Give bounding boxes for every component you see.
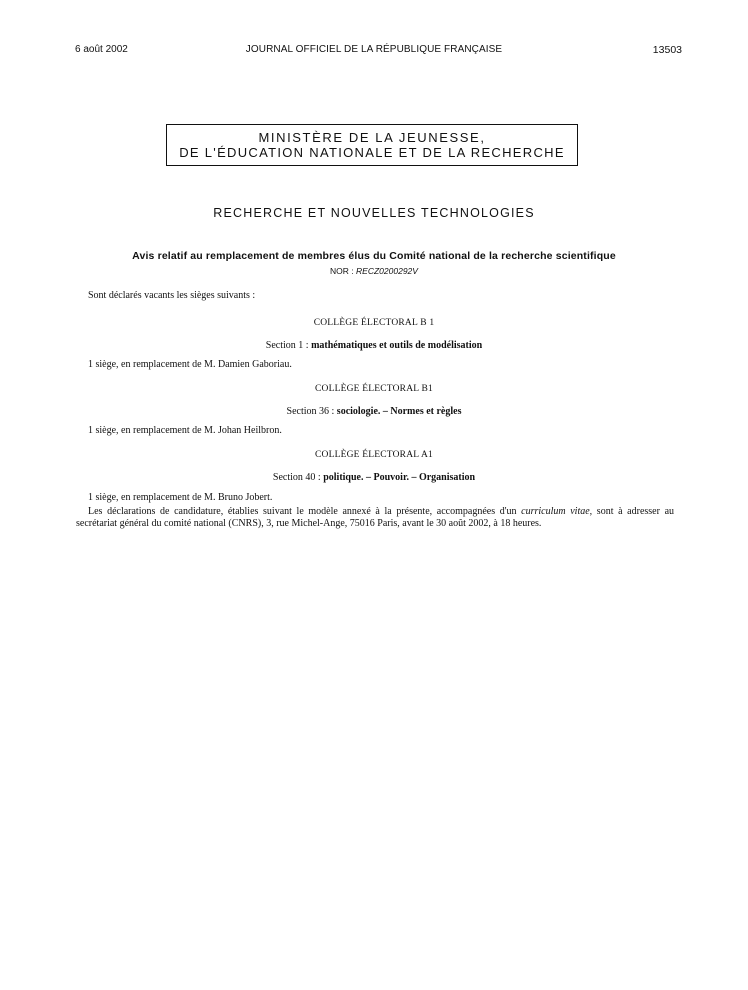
college-heading: COLLÈGE ÉLECTORAL B1: [315, 384, 433, 394]
ministry-name-line2: DE L'ÉDUCATION NATIONALE ET DE LA RECHERCHE: [179, 145, 565, 160]
journal-title: JOURNAL OFFICIEL DE LA RÉPUBLIQUE FRANÇAISE: [245, 44, 503, 55]
seat-text: 1 siège, en remplacement de M. Damien Gaboriau.: [88, 359, 292, 370]
section-label: Section 1 :: [265, 340, 309, 351]
section-heading: [0, 472, 748, 484]
seat-text: 1 siège, en remplacement de M. Bruno Jobert.: [88, 492, 273, 503]
instructions-text-end: sont à adresser au secrétariat général du comité national (CNRS), 3, rue Michel-Ange, 75016 Paris, avant le 30 août 2002, à 18 heures.: [76, 506, 675, 529]
section-name: mathématiques et outils de modélisation: [311, 340, 483, 351]
section-name: sociologie. – Normes et règles: [336, 406, 462, 417]
section-title: RECHERCHE ET NOUVELLES TECHNOLOGIES: [213, 206, 535, 220]
nor-label: NOR :: [330, 266, 354, 276]
section-label: Section 36 :: [286, 406, 335, 417]
ministry-name-line1: MINISTÈRE DE LA JEUNESSE,: [258, 130, 486, 145]
ministry-box: [166, 124, 578, 166]
instructions-text-start: Les déclarations de candidature, établies suivant le modèle annexé à la présente, accompagnées d'un: [88, 506, 522, 517]
nor-code: RECZ0200292V: [356, 266, 418, 276]
section-heading: [0, 406, 748, 418]
section-label: Section 40 :: [272, 472, 321, 483]
candidature-instructions: [76, 506, 674, 529]
instructions-text-italic: curriculum vitae,: [521, 506, 593, 517]
page-number: 13503: [652, 44, 682, 56]
section-heading: [0, 340, 748, 352]
seat-text: 1 siège, en remplacement de M. Johan Heilbron.: [88, 425, 282, 436]
notice-title: Avis relatif au remplacement de membres élus du Comité national de la recherche scientifique: [132, 250, 616, 262]
intro-text: Sont déclarés vacants les sièges suivants :: [88, 290, 256, 301]
college-heading: COLLÈGE ÉLECTORAL A1: [315, 450, 433, 460]
nor-reference: [0, 266, 748, 276]
header-date: 6 août 2002: [75, 44, 128, 55]
page-header: [0, 44, 748, 58]
college-heading: COLLÈGE ÉLECTORAL B 1: [313, 318, 435, 328]
section-name: politique. – Pouvoir. – Organisation: [323, 472, 476, 483]
